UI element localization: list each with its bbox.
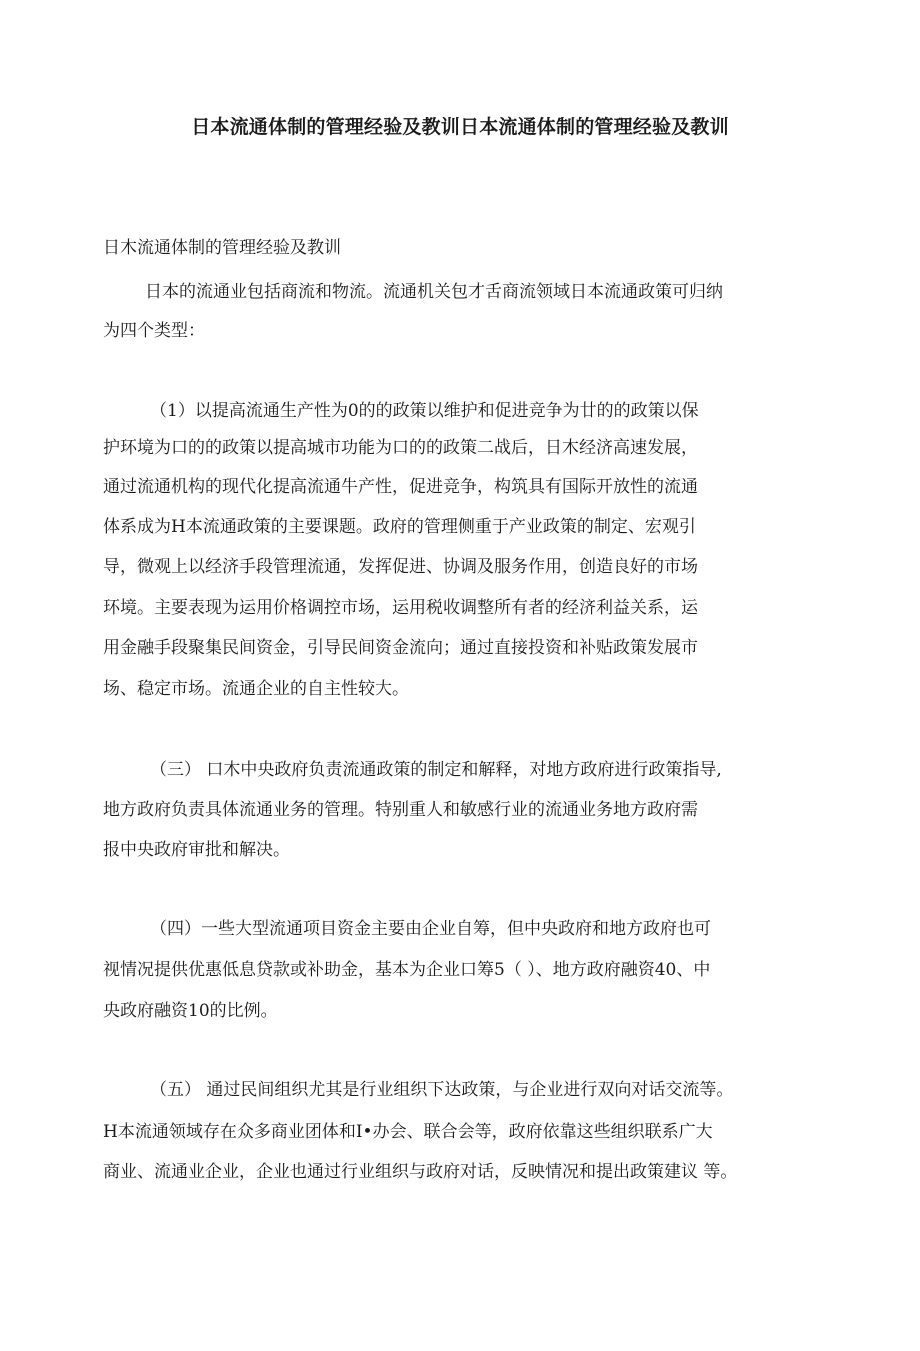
section5-line-3: 商业、流通业企业，企业也通过行业组织与政府对话，反映情况和提出政策建议 等。 [103,1162,738,1182]
subtitle: 日木流通体制的管理经验及教训 [103,238,341,258]
section4-line-3: 央政府融资10的比例。 [103,1001,278,1021]
section3-line-2: 地方政府负责具体流通业务的管理。特别重人和敏感行业的流通业务地方政府需 [103,800,698,820]
section1-line-4: 体系成为H本流通政策的主要课题。政府的管理侧重于产业政策的制定、宏观引 [103,517,696,537]
section1-line-7: 用金融手段聚集民间资金，引导民间资金流向；通过直接投资和补贴政策发展市 [103,638,698,658]
section5-line-1: （五） 通过民间组织尤其是行业组织下达政策，与企业进行双向对话交流等。 [150,1080,734,1100]
section4-line-1: （四）一些大型流通项目资金主要由企业自筹，但中央政府和地方政府也可 [150,919,711,939]
section1-line-5: 导，微观上以经济手段管理流通，发挥促进、协调及服务作用，创造良好的市场 [103,557,698,577]
section3-line-1: （三） 口木中央政府负责流通政策的制定和解释，对地方政府进行政策指导, [150,760,722,780]
section1-line-3: 通过流通机构的现代化提高流通牛产性，促进竞争，构筑具有国际开放性的流通 [103,477,698,497]
page-title: 日本流通体制的管理经验及教训日本流通体制的管理经验及教训 [191,116,729,138]
section5-line-2: H本流通领域存在众多商业团体和I•办会、联合会等，政府依靠这些组织联系广大 [103,1122,713,1142]
section1-line-2: 护环境为口的的政策以提高城市功能为口的的政策二战后，日木经济高速发展， [103,438,698,458]
intro-line-2: 为四个类型： [103,321,205,341]
section1-line-8: 场、稳定市场。流通企业的自主性较大。 [103,679,409,699]
section1-line-6: 环境。主要表现为运用价格调控市场，运用税收调整所有者的经济利益关系，运 [103,598,698,618]
section4-line-2: 视情况提供优惠低息贷款或补助金，基本为企业口筹5（ ）、地方政府融资40、中 [103,960,711,980]
section3-line-3: 报中央政府审批和解决。 [103,840,290,860]
intro-line-1: 日本的流通业包括商流和物流。流通机关包才舌商流领域日本流通政策可归纳 [145,282,723,302]
section1-line-1: （1）以提高流通生产性为0的的政策以维护和促进竞争为廿的的政策以保 [150,401,699,421]
